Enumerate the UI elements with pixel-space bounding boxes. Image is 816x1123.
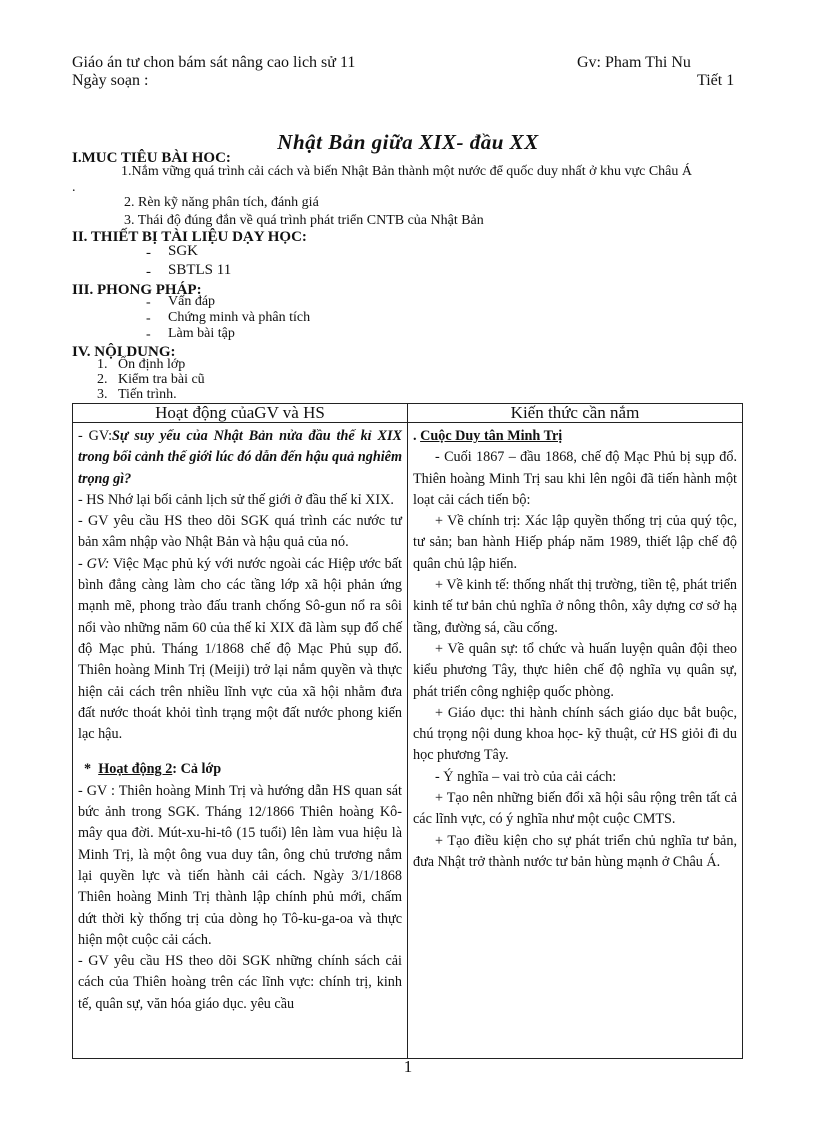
knowledge-paragraph: - Cuối 1867 – đầu 1868, chế độ Mạc Phủ bị sụp đổ. Thiên hoàng Minh Trị sau khi lên ngôi đã tiến hành một loạt cải cách tiến bộ: <box>413 449 737 508</box>
method-item: Vấn đáp <box>168 294 216 309</box>
content-index: 2. <box>97 372 108 387</box>
knowledge-paragraph: + Về quân sự: tổ chức và huấn luyện quân đội theo kiểu phương Tây, thực hiên chế độ nghĩa vụ quân sự, phát triển công nghiệp quốc phòng. <box>413 640 737 700</box>
equipment-heading: II. THIẾT BỊ TÀI LIỆU DẠY HỌC: <box>72 229 307 245</box>
list-bullet: - <box>146 327 151 342</box>
activity-paragraph: - GV yêu cầu HS theo dõi SGK những chính sách cải cách của Thiên hoàng trên các lĩnh vực: chính trị, kinh tế, quân sự, văn hóa giáo dục. yêu cầu <box>78 953 402 1012</box>
activity-paragraph: - GV:Sự suy yếu của Nhật Bản nửa đầu thế kỉ XIX trong bối cảnh thế giới lúc đó dẫn đến hậu quả nghiêm trọng gì? <box>78 428 402 487</box>
knowledge-paragraph: - Ý nghĩa – vai trò của cải cách: <box>435 768 617 785</box>
date-label: Ngày soạn : <box>72 72 149 89</box>
page-number: 1 <box>403 1057 413 1076</box>
objective-item: 2. Rèn kỹ năng phân tích, đánh giá <box>124 195 319 210</box>
method-item: Làm bài tập <box>168 326 235 341</box>
activities-cell <box>73 423 407 1015</box>
activity-heading: * Hoạt động 2: Cả lớp <box>84 761 222 778</box>
objective-item: 3. Thái độ đúng đắn về quá trình phát triển CNTB của Nhật Bản <box>124 213 484 228</box>
content-item: Tiến trình. <box>118 387 177 402</box>
knowledge-paragraph: + Về chính trị: Xác lập quyền thống trị của quý tộc, tư sản; ban hành Hiếp pháp năm 1989, thiết lập chế độ quân chủ lập hiến. <box>413 513 737 572</box>
activity-paragraph: - HS Nhớ lại bối cảnh lịch sử thế giới ở đầu thế kỉ XIX. <box>78 491 394 508</box>
equipment-item: SGK <box>168 243 199 259</box>
content-item: Ổn định lớp <box>118 357 186 372</box>
equipment-item: SBTLS 11 <box>168 262 232 278</box>
knowledge-paragraph: + Giáo dục: thi hành chính sách giáo dục bắt buộc, chú trọng nội dung khoa học- kỹ thuật, cử HS giỏi đi du học phương Tây. <box>413 704 737 764</box>
list-bullet: - <box>146 245 151 261</box>
course-title: Giáo án tư chon bám sát nâng cao lich sử 11 <box>72 54 356 71</box>
column-header-activities: Hoạt động củaGV và HS <box>73 404 408 423</box>
knowledge-cell <box>408 423 742 873</box>
content-item: Kiểm tra bài cũ <box>118 372 205 387</box>
methods-heading: III. PHONG PHÁP: <box>72 282 202 298</box>
activity-paragraph: - GV: Việc Mạc phủ ký với nước ngoài các Hiệp ước bất bình đẳng càng làm cho các tầng lớp xã hội phản ứng mạnh mẽ, phong trào đấu tranh chống Sô-gun nổ ra sôi nổi vào những năm 60 của thế kỉ XIX đã làm sụp đổ chế độ Mạc phủ. Tháng 1/1868 chế độ Mạc Phủ sụp đổ. Thiên hoàng Minh Trị (Meiji) trở lại nắm quyền và thực hiện cải cách trên nhiều lĩnh vực của xã hội nhằm đưa đất nước thoát khỏi tình trạng một đất nước phong kiến lạc hậu. <box>78 555 402 743</box>
method-item: Chứng minh và phân tích <box>168 310 311 325</box>
knowledge-paragraph: + Tạo điều kiện cho sự phát triển chủ nghĩa tư bản, đưa Nhật trở thành nước tư bản hùng mạnh ở Châu Á. <box>413 832 737 870</box>
teacher-name: Gv: Pham Thi Nu <box>577 54 691 71</box>
content-heading: IV. NỘI DUNG: <box>72 344 176 360</box>
content-index: 1. <box>97 357 108 372</box>
list-bullet: - <box>146 295 151 310</box>
lesson-table <box>72 403 743 1059</box>
activity-paragraph: - GV yêu cầu HS theo dõi SGK quá trình các nước tư bản xâm nhập vào Nhật Bản và hậu quả của nó. <box>78 513 402 551</box>
list-bullet: - <box>146 264 151 280</box>
knowledge-paragraph: + Về kinh tế: thống nhất thị trường, tiền tệ, phát triển kinh tế tư bản chủ nghĩa ở nông thôn, xây dựng cơ sở hạ tầng, đường sá, cầu cống. <box>413 577 737 636</box>
page-title: Nhật Bản giữa XIX- đầu XX <box>277 130 539 154</box>
stray-dot: . <box>72 180 76 195</box>
list-bullet: - <box>146 311 151 326</box>
content-index: 3. <box>97 387 108 402</box>
objectives-heading: I.MUC TIÊU BÀI HOC: <box>72 150 231 166</box>
knowledge-paragraph: + Tạo nên những biến đổi xã hội sâu rộng trên tất cả các lĩnh vực, có ý nghĩa như một cuộc CMTS. <box>413 790 737 828</box>
column-header-knowledge: Kiến thức cần nắm <box>408 404 743 423</box>
objective-item: 1.Nắm vững quá trình cải cách và biến Nhật Bản thành một nước để quốc duy nhất ở khu vực Châu Á <box>121 164 692 179</box>
activity-paragraph: - GV : Thiên hoàng Minh Trị và hướng dẫn HS quan sát bức ảnh trong SGK. Tháng 12/1866 Thiên hoàng Kô-mây qua đời. Mút-xu-hi-tô (15 tuổi) lên làm vua hiệu là Minh Trị, là một ông vua duy tân, ông chủ trương nắm lại quyền lực và tiến hành cải cách. Ngày 3/1/1868 Thiên hoàng Minh Trị thành lập chính phủ mới, chấm dứt thời kỳ thống trị của dòng họ Tô-ku-ga-oa và thực hiện một cuộc cải cách. <box>78 782 402 948</box>
lesson-number: Tiết 1 <box>697 72 735 89</box>
knowledge-heading: . Cuộc Duy tân Minh Trị <box>413 428 563 444</box>
